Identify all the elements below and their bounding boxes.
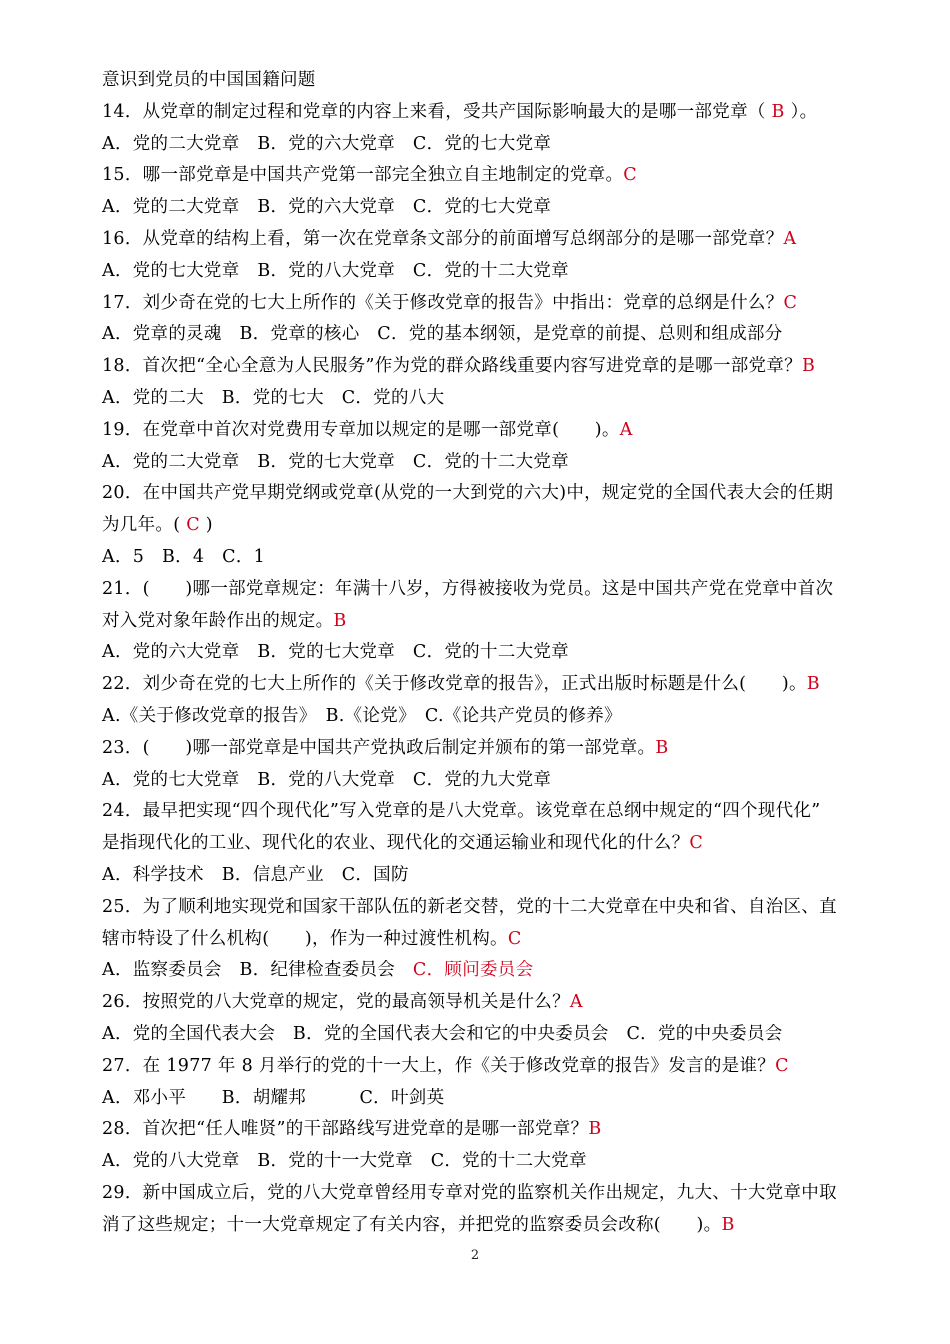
text-line	[102, 954, 892, 986]
text-line	[102, 1050, 892, 1082]
line-text: 22．刘少奇在党的七大上所作的《关于修改党章的报告》，正式出版时标题是什么( )。	[102, 674, 807, 695]
line-text: A．党的二大党章 B．党的六大党章 C．党的七大党章	[102, 197, 552, 218]
line-text: A．党章的灵魂 B．党章的核心 C．党的基本纲领，是党章的前提、总则和组成部分	[102, 324, 783, 345]
text-line	[102, 350, 892, 382]
answer-mark: A	[783, 229, 797, 249]
answer-mark: C	[783, 292, 798, 313]
text-line	[102, 477, 892, 509]
text-line	[102, 764, 892, 796]
line-text: 23．( )哪一部党章是中国共产党执政后制定并颁布的第一部党章。	[102, 737, 656, 758]
text-line	[102, 1082, 892, 1114]
text-line	[102, 700, 892, 732]
text-line	[102, 223, 892, 255]
line-text: A．党的六大党章 B．党的七大党章 C．党的十二大党章	[102, 642, 569, 663]
line-text: 18．首次把“全心全意为人民服务”作为党的群众路线重要内容写进党章的是哪一部党章？	[102, 356, 802, 377]
line-text: A.《关于修改党章的报告》 B.《论党》 C.《论共产党员的修养》	[102, 706, 622, 726]
answer-mark: C．顾问委员会	[412, 960, 534, 981]
answer-mark: B	[333, 610, 347, 631]
text-line	[102, 541, 892, 573]
line-text: 14．从党章的制定过程和党章的内容上来看，受共产国际影响最大的是哪一部党章（	[102, 101, 772, 122]
line-text: 24．最早把实现“四个现代化”写入党章的是八大党章。该党章在总纲中规定的“四个现代化”	[102, 801, 821, 822]
line-text: 16．从党章的结构上看，第一次在党章条文部分的前面增写总纲部分的是哪一部党章？	[102, 229, 784, 249]
answer-mark: B	[801, 356, 816, 377]
answer-mark: B	[806, 674, 820, 695]
line-text: 21．( )哪一部党章规定：年满十八岁，方得被接收为党员。这是中国共产党在党章中首次	[102, 578, 834, 599]
answer-mark: C	[186, 515, 200, 536]
answer-mark: A	[619, 419, 633, 440]
text-line	[102, 382, 892, 414]
text-line	[102, 827, 892, 859]
line-text: A．监察委员会 B．纪律检查委员会	[102, 960, 413, 981]
text-line	[102, 732, 892, 764]
text-line	[102, 128, 892, 160]
line-text: 20．在中国共产党早期党纲或党章(从党的一大到党的六大)中，规定党的全国代表大会的任期	[102, 483, 834, 504]
answer-mark: A	[569, 992, 583, 1013]
line-text: 27．在 1977 年 8 月举行的党的十一大上，作《关于修改党章的报告》发言的是谁？	[102, 1055, 776, 1076]
line-text: 26．按照党的八大党章的规定，党的最高领导机关是什么？	[102, 992, 570, 1013]
answer-mark: B	[771, 101, 785, 122]
line-text: 对入党对象年龄作出的规定。	[102, 610, 334, 631]
line-text: A．党的二大 B．党的七大 C．党的八大	[102, 388, 445, 408]
text-line	[102, 1209, 892, 1241]
text-line	[102, 96, 892, 128]
text-line	[102, 923, 892, 955]
text-line	[102, 159, 892, 191]
answer-mark: C	[507, 928, 522, 949]
line-text: 28．首次把“任人唯贤”的干部路线写进党章的是哪一部党章？	[102, 1119, 589, 1140]
text-line	[102, 668, 892, 700]
text-line	[102, 255, 892, 287]
text-line	[102, 605, 892, 637]
text-line	[102, 1145, 892, 1177]
line-text: 17．刘少奇在党的七大上所作的《关于修改党章的报告》中指出：党章的总纲是什么？	[102, 292, 784, 313]
answer-mark: B	[588, 1119, 602, 1140]
answer-mark: C	[689, 833, 704, 854]
text-line	[102, 636, 892, 668]
line-text: A．邓小平 B．胡耀邦 C．叶剑英	[102, 1087, 445, 1108]
text-line	[102, 573, 892, 605]
line-text: A．党的八大党章 B．党的十一大党章 C．党的十二大党章	[102, 1151, 587, 1172]
line-text: A．党的七大党章 B．党的八大党章 C．党的九大党章	[102, 769, 552, 790]
line-text: A．科学技术 B．信息产业 C．国防	[102, 865, 409, 885]
answer-mark: C	[623, 165, 637, 186]
line-text: A．党的全国代表大会 B．党的全国代表大会和它的中央委员会 C．党的中央委员会	[102, 1024, 783, 1044]
line-text: A．党的七大党章 B．党的八大党章 C．党的十二大党章	[102, 260, 569, 281]
line-text: 15．哪一部党章是中国共产党第一部完全独立自主地制定的党章。	[102, 165, 624, 186]
line-text: A．5 B．4 C．1	[102, 547, 266, 567]
text-line	[102, 859, 892, 891]
line-text: A．党的二大党章 B．党的七大党章 C．党的十二大党章	[102, 451, 569, 472]
line-text: 是指现代化的工业、现代化的农业、现代化的交通运输业和现代化的什么？	[102, 833, 690, 854]
text-line	[102, 287, 892, 319]
line-text: 辖市特设了什么机构( )，作为一种过渡性机构。	[102, 928, 508, 949]
text-line	[102, 318, 892, 350]
line-tail: ）。	[784, 101, 818, 122]
line-text: 19．在党章中首次对党费用专章加以规定的是哪一部党章( )。	[102, 419, 620, 440]
text-line	[102, 414, 892, 446]
text-line	[102, 509, 892, 541]
text-line	[102, 64, 892, 96]
text-line	[102, 1018, 892, 1050]
line-text: 消了这些规定；十一大党章规定了有关内容，并把党的监察委员会改称( )。	[102, 1214, 722, 1235]
text-line	[102, 795, 892, 827]
answer-mark: C	[775, 1055, 789, 1076]
line-tail: )	[199, 515, 213, 536]
text-line	[102, 1113, 892, 1145]
answer-mark: B	[721, 1214, 735, 1235]
line-text: 为几年。(	[102, 515, 187, 536]
line-text: A．党的二大党章 B．党的六大党章 C．党的七大党章	[102, 133, 552, 154]
answer-mark: B	[655, 737, 669, 758]
text-line	[102, 891, 892, 923]
text-line	[102, 986, 892, 1018]
text-line	[102, 191, 892, 223]
text-line	[102, 1177, 892, 1209]
text-line	[102, 446, 892, 478]
page-number: 2	[470, 1248, 480, 1263]
line-text: 25．为了顺利地实现党和国家干部队伍的新老交替，党的十二大党章在中央和省、自治区、直	[102, 896, 837, 917]
line-text: 29．新中国成立后，党的八大党章曾经用专章对党的监察机关作出规定，九大、十大党章中取	[102, 1183, 837, 1203]
line-text: 意识到党员的中国国籍问题	[102, 70, 316, 90]
